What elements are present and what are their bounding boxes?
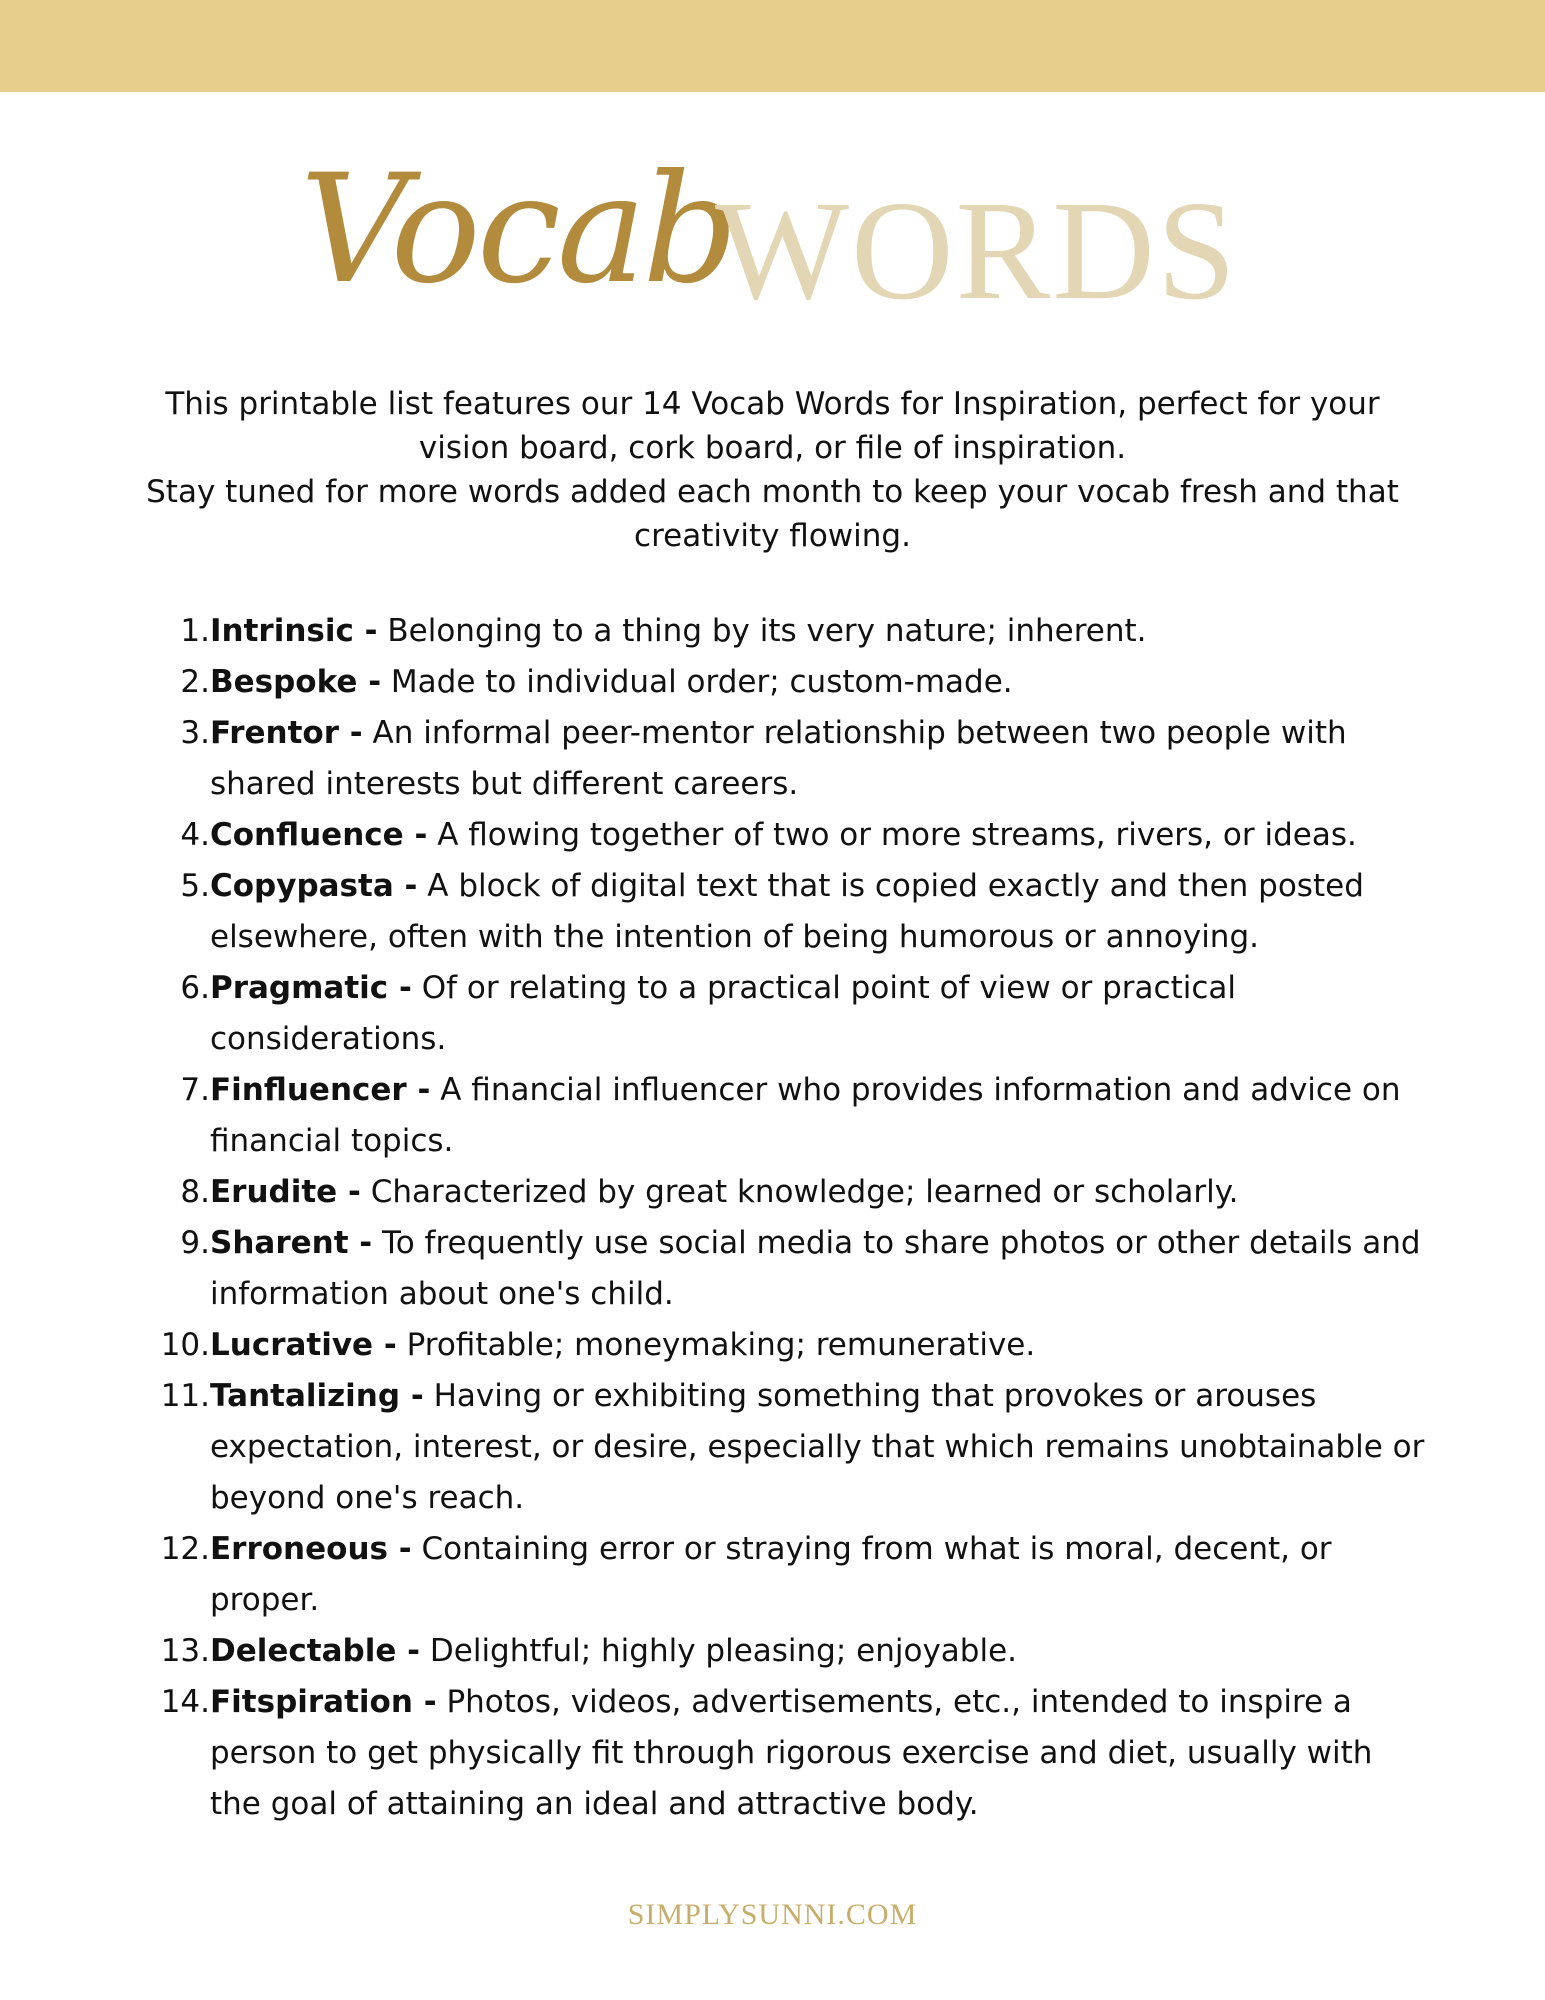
item-content [210,1065,1430,1167]
item-definition: Belonging to a thing by its very nature; inherent. [387,613,1147,649]
title-script-vocab: Vocab [300,143,735,317]
list-item [140,1065,1430,1167]
item-number: 13. [160,1633,210,1669]
item-term: Sharent - [210,1225,373,1261]
item-definition: Having or exhibiting something that provokes or arouses expectation, interest, or desire, especially that which remains unobtainable or beyond one's reach. [210,1378,1425,1516]
title-caps-words: WORDS [715,171,1238,329]
footer-site-name: SIMPLYSUNNI.COM [627,1898,918,1931]
item-content [210,963,1430,1065]
item-term: Frentor - [210,715,363,751]
item-content [210,1167,1430,1218]
item-number: 12. [160,1531,210,1567]
item-content [210,1218,1430,1320]
item-number: 7. [180,1072,210,1108]
item-content [210,1626,1430,1677]
item-number: 14. [160,1684,210,1720]
list-item [140,1320,1430,1371]
item-term: Intrinsic - [210,613,378,649]
top-color-band [0,0,1545,92]
item-definition: A block of digital text that is copied exactly and then posted elsewhere, often with the intention of being humorous or annoying. [210,868,1364,955]
item-term: Pragmatic - [210,970,412,1006]
item-definition: Of or relating to a practical point of view or practical considerations. [210,970,1237,1057]
item-content [210,1371,1430,1524]
item-term: Erroneous - [210,1531,412,1567]
item-number: 5. [180,868,210,904]
item-content [210,861,1430,963]
item-number: 3. [180,715,210,751]
item-definition: Photos, videos, advertisements, etc., intended to inspire a person to get physically fit through rigorous exercise and diet, usually with the goal of attaining an ideal and attractive body. [210,1684,1373,1822]
list-item [140,1218,1430,1320]
item-content [210,657,1430,708]
item-term: Bespoke - [210,664,382,700]
list-item [140,1677,1430,1830]
list-item [140,1524,1430,1626]
item-content [210,1524,1430,1626]
intro-paragraph-2: Stay tuned for more words added each month to keep your vocab fresh and that creativity flowing. [146,474,1399,554]
intro-text [120,382,1425,558]
item-term: Confluence - [210,817,428,853]
item-definition: Delightful; highly pleasing; enjoyable. [429,1633,1018,1669]
item-number: 8. [180,1174,210,1210]
item-content [210,810,1430,861]
list-item [140,810,1430,861]
list-item [140,657,1430,708]
item-definition: Made to individual order; custom-made. [390,664,1013,700]
item-number: 2. [180,664,210,700]
item-term: Finfluencer - [210,1072,431,1108]
item-content [210,606,1430,657]
list-item [140,861,1430,963]
item-definition: To frequently use social media to share photos or other details and information about one's child. [210,1225,1421,1312]
item-definition: Containing error or straying from what is moral, decent, or proper. [210,1531,1332,1618]
list-item [140,606,1430,657]
item-term: Fitspiration - [210,1684,437,1720]
item-definition: An informal peer-mentor relationship between two people with shared interests but different careers. [210,715,1347,802]
item-number: 10. [160,1327,210,1363]
item-content [210,1320,1430,1371]
item-content [210,708,1430,810]
page-title [0,110,1545,370]
item-number: 1. [180,613,210,649]
list-item [140,1626,1430,1677]
item-definition: A financial influencer who provides information and advice on financial topics. [210,1072,1401,1159]
item-term: Tantalizing - [210,1378,424,1414]
item-term: Erudite - [210,1174,361,1210]
intro-paragraph-1: This printable list features our 14 Vocab Words for Inspiration, perfect for your vision board, cork board, or file of inspiration. [165,386,1380,466]
item-content [210,1677,1430,1830]
list-item [140,1167,1430,1218]
vocab-word-list [140,606,1430,1830]
item-term: Lucrative - [210,1327,397,1363]
item-number: 4. [180,817,210,853]
item-definition: Profitable; moneymaking; remunerative. [406,1327,1036,1363]
list-item [140,1371,1430,1524]
item-number: 11. [160,1378,210,1414]
item-term: Copypasta - [210,868,418,904]
item-term: Delectable - [210,1633,421,1669]
item-definition: Characterized by great knowledge; learned or scholarly. [370,1174,1239,1210]
list-item [140,963,1430,1065]
item-definition: A flowing together of two or more streams, rivers, or ideas. [437,817,1357,853]
item-number: 9. [180,1225,210,1261]
item-number: 6. [180,970,210,1006]
list-item [140,708,1430,810]
